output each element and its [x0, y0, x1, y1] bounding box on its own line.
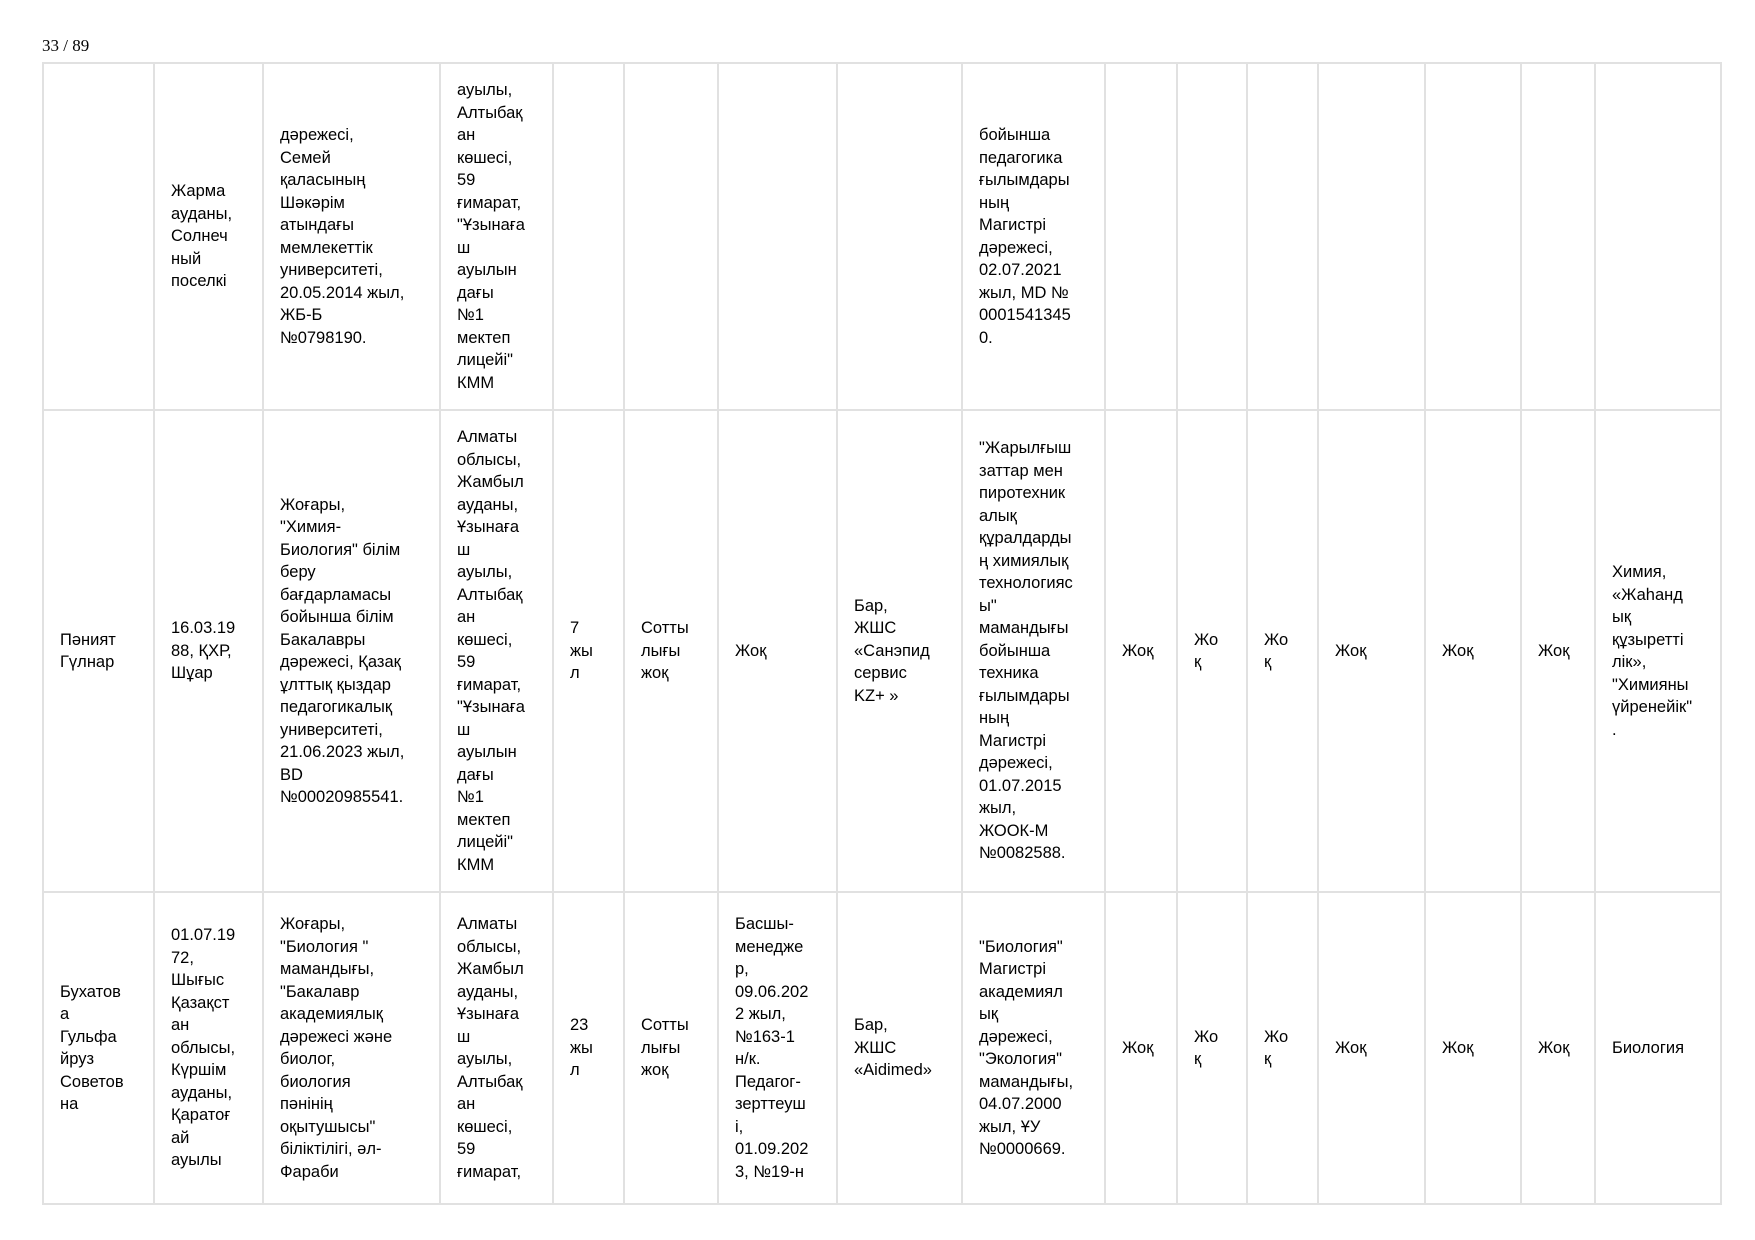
enterprise-cell — [837, 63, 962, 410]
education-cell: дәрежесі, Семей қаласының Шәкәрім атындағы мемлекеттік университеті, 20.05.2014 жыл, ЖБ-Б №0798190. — [263, 63, 440, 410]
enterprise-cell: Бар, ЖШС «Санэпид сервис KZ+ » — [837, 410, 962, 892]
table-row — [43, 892, 1721, 1204]
workplace-cell: Алматы облысы, Жамбыл ауданы, Ұзынаға ш ауылы, Алтыбақ ан көшесі, 59 ғимарат, — [440, 892, 553, 1204]
status-cell: Жо қ — [1177, 892, 1247, 1204]
name-cell — [43, 63, 154, 410]
birth-cell: Жарма ауданы, Солнеч ный поселкі — [154, 63, 263, 410]
birth-cell: 01.07.19 72, Шығыс Қазақст ан облысы, Күршім ауданы, Қаратоғ ай ауылы — [154, 892, 263, 1204]
status-cell: Жоқ — [1318, 410, 1425, 892]
workplace-cell: ауылы, Алтыбақ ан көшесі, 59 ғимарат, "Ұзынаға ш ауылын дағы №1 мектеп лицейі" КММ — [440, 63, 553, 410]
status-cell: Жо қ — [1247, 892, 1318, 1204]
status-cell — [1318, 63, 1425, 410]
name-cell: Пәният Гүлнар — [43, 410, 154, 892]
education-cell: Жоғары, "Биология " мамандығы, "Бакалавр академиялық дәрежесі және биолог, биология пәнінің оқытушысы" біліктілігі, әл- Фараби — [263, 892, 440, 1204]
status-cell: Жо қ — [1247, 410, 1318, 892]
status-cell: Жоқ — [1521, 892, 1595, 1204]
workplace-cell: Алматы облысы, Жамбыл ауданы, Ұзынаға ш ауылы, Алтыбақ ан көшесі, 59 ғимарат, "Ұзынаға ш ауылын дағы №1 мектеп лицейі" КММ — [440, 410, 553, 892]
conviction-cell: Сотты лығы жоқ — [624, 410, 718, 892]
name-cell: Бухатов а Гульфа йруз Советов на — [43, 892, 154, 1204]
page-number: 33 / 89 — [42, 36, 90, 55]
status-cell — [1247, 63, 1318, 410]
subjects-cell — [1595, 63, 1721, 410]
status-cell — [1177, 63, 1247, 410]
status-cell: Жоқ — [1521, 410, 1595, 892]
degree-cell: бойынша педагогика ғылымдары ның Магистрі дәрежесі, 02.07.2021 жыл, MD № 0001541345 0. — [962, 63, 1105, 410]
status-cell: Жоқ — [1425, 892, 1521, 1204]
status-cell: Жоқ — [1425, 410, 1521, 892]
position-cell: Басшы- менедже р, 09.06.202 2 жыл, №163-1 н/к. Педагог- зерттеуш і, 01.09.202 3, №19-н — [718, 892, 837, 1204]
status-cell: Жоқ — [1105, 410, 1177, 892]
degree-cell: "Жарылғыш заттар мен пиротехник алық құралдарды ң химиялық технологияс ы" мамандығы бойынша техника ғылымдары ның Магистрі дәрежесі, 01.07.2015 жыл, ЖООК-М №0082588. — [962, 410, 1105, 892]
experience-cell — [553, 63, 624, 410]
status-cell: Жоқ — [1105, 892, 1177, 1204]
education-cell: Жоғары, "Химия- Биология" білім беру бағдарламасы бойынша білім Бакалавры дәрежесі, Қазақ ұлттық қыздар педагогикалық университеті, 21.06.2023 жыл, BD №00020985541. — [263, 410, 440, 892]
subjects-cell: Химия, «Жаһанд ық құзыретті лік», "Химияны үйренейік" . — [1595, 410, 1721, 892]
table-row — [43, 410, 1721, 892]
status-cell: Жо қ — [1177, 410, 1247, 892]
position-cell — [718, 63, 837, 410]
status-cell — [1521, 63, 1595, 410]
conviction-cell — [624, 63, 718, 410]
enterprise-cell: Бар, ЖШС «Aidimed» — [837, 892, 962, 1204]
conviction-cell: Сотты лығы жоқ — [624, 892, 718, 1204]
subjects-cell: Биология — [1595, 892, 1721, 1204]
table-row — [43, 63, 1721, 410]
status-cell: Жоқ — [1318, 892, 1425, 1204]
position-cell: Жоқ — [718, 410, 837, 892]
status-cell — [1105, 63, 1177, 410]
experience-cell: 23 жы л — [553, 892, 624, 1204]
status-cell — [1425, 63, 1521, 410]
degree-cell: "Биология" Магистрі академиял ық дәрежесі, "Экология" мамандығы, 04.07.2000 жыл, ҰУ №0000669. — [962, 892, 1105, 1204]
birth-cell: 16.03.19 88, ҚХР, Шұар — [154, 410, 263, 892]
experience-cell: 7 жы л — [553, 410, 624, 892]
staff-table — [42, 62, 1722, 1205]
